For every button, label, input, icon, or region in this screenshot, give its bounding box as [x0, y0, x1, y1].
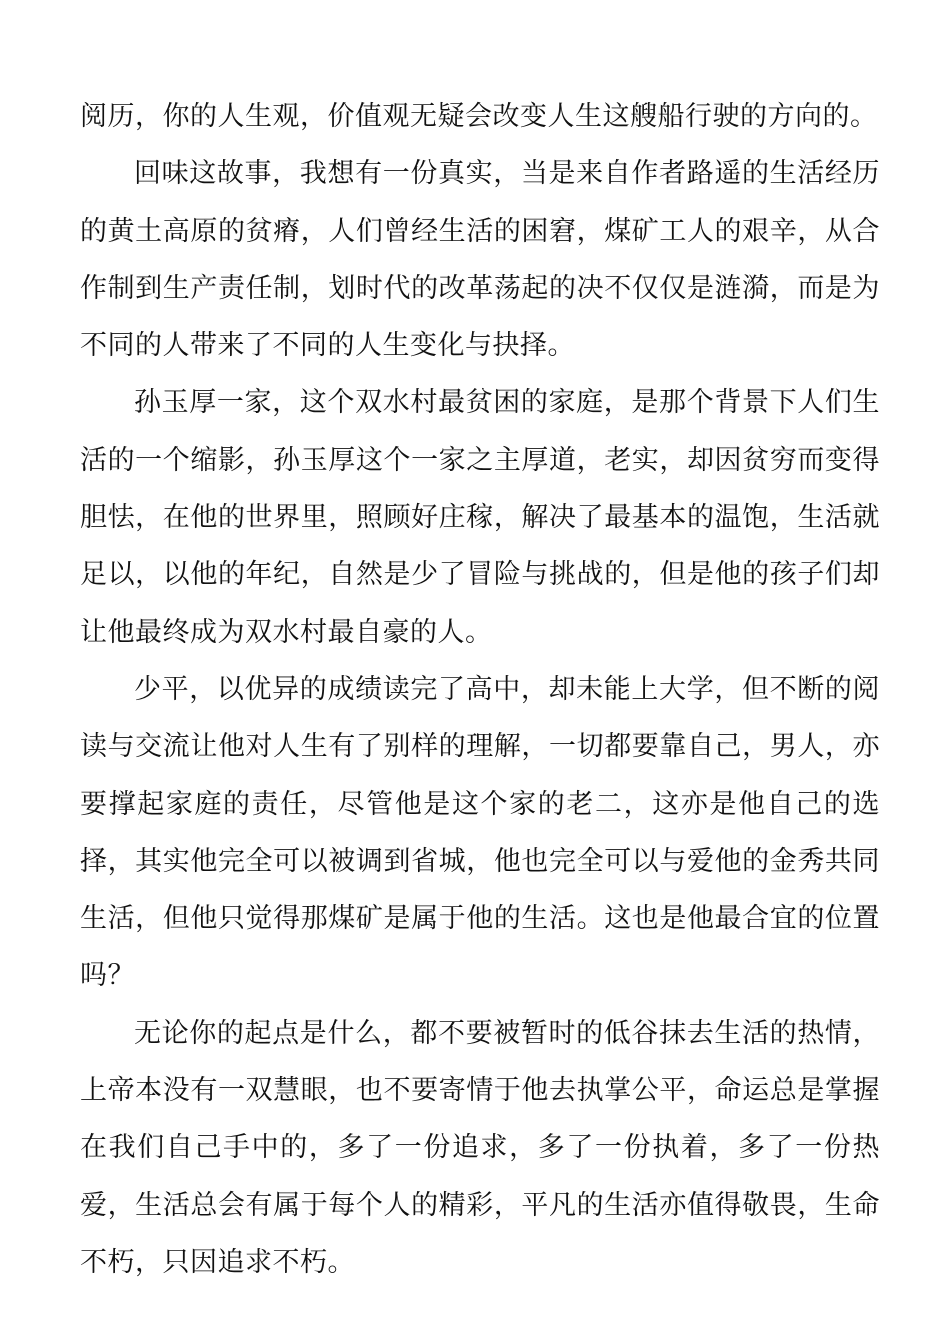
paragraph-3: 孙玉厚一家，这个双水村最贫困的家庭，是那个背景下人们生活的一个缩影，孙玉厚这个一家之主厚道，老实，却因贫穷而变得胆怯，在他的世界里，照顾好庄稼，解决了最基本的温饱，生活就足以，以他的年纪，自然是少了冒险与挑战的，但是他的孩子们却让他最终成为双水村最自豪的人。 — [80, 387, 880, 648]
paragraph-5: 无论你的起点是什么，都不要被暂时的低谷抹去生活的热情，上帝本没有一双慧眼，也不要寄情于他去执掌公平，命运总是掌握在我们自己手中的，多了一份追求，多了一份执着，多了一份热爱，生活总会有属于每个人的精彩，平凡的生活亦值得敬畏，生命不朽，只因追求不朽。 — [80, 1017, 880, 1278]
paragraph-1: 阅历，你的人生观，价值观无疑会改变人生这艘船行驶的方向的。 — [80, 101, 878, 132]
document-body — [80, 88, 880, 1291]
paragraph-4: 少平，以优异的成绩读完了高中，却未能上大学，但不断的阅读与交流让他对人生有了别样的理解，一切都要靠自己，男人，亦要撑起家庭的责任，尽管他是这个家的老二，这亦是他自己的选择，其实他完全可以被调到省城，他也完全可以与爱他的金秀共同生活，但他只觉得那煤矿是属于他的生活。这也是他最合宜的位置吗？ — [80, 673, 880, 992]
paragraph-2: 回味这故事，我想有一份真实，当是来自作者路遥的生活经历的黄土高原的贫瘠，人们曾经生活的困窘，煤矿工人的艰辛，从合作制到生产责任制，划时代的改革荡起的决不仅仅是涟漪，而是为不同的人带来了不同的人生变化与抉择。 — [80, 158, 880, 362]
